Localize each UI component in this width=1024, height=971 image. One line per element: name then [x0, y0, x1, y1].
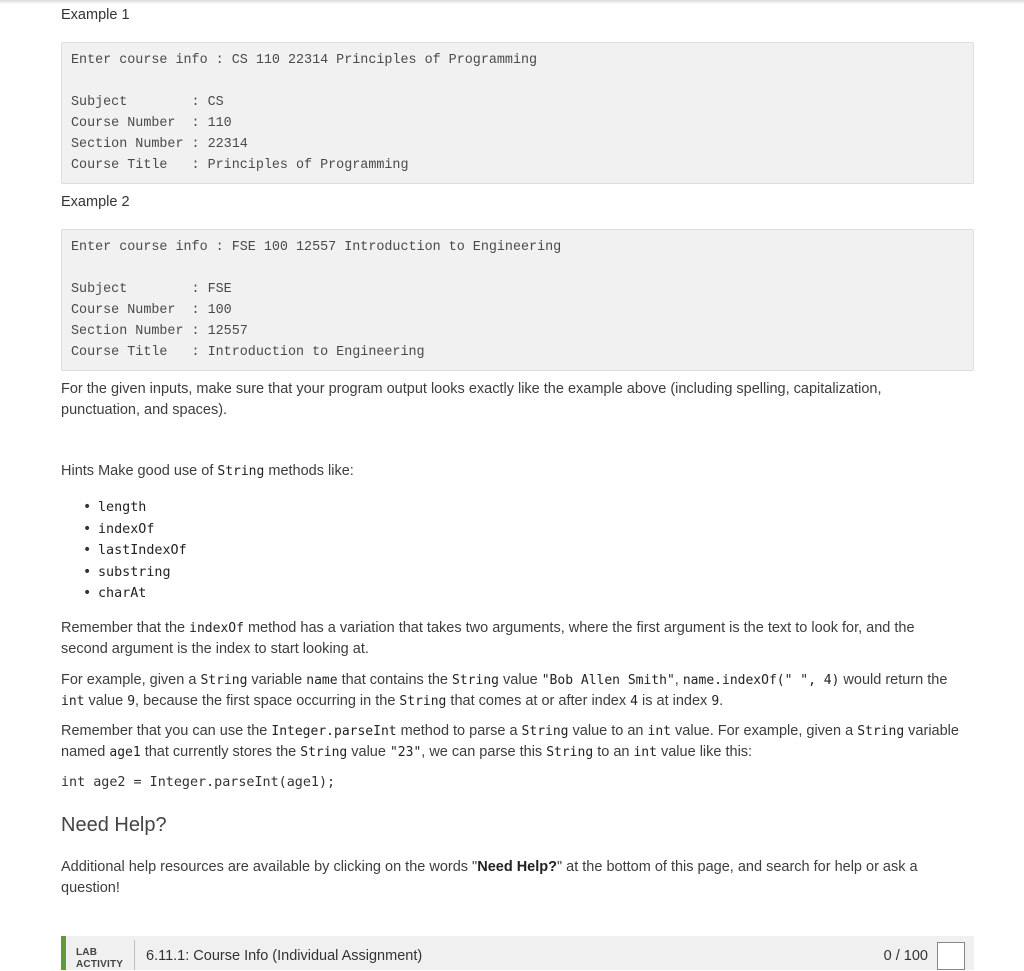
lab-score: 0 / 100 [883, 948, 928, 964]
hints-method-list [61, 497, 187, 605]
code-line: Course Title : Principles of Programming [71, 158, 409, 173]
top-shadow [0, 0, 1024, 4]
indexof-example: For example, given a String variable name that contains the String value "Bob Allen Smith", name.indexOf(" ", 4) would return the int value 9, because the first space occurring in the String that comes at or after index 4 is at index 9. [61, 672, 948, 709]
divider [134, 940, 135, 970]
example-2-code [61, 229, 974, 371]
instructions-text: For the given inputs, make sure that your program output looks exactly like the example above (including spelling, capitalization, punctuation, and spaces). [61, 381, 882, 418]
completion-checkbox[interactable] [937, 942, 965, 970]
code-line: Enter course info : CS 110 22314 Principles of Programming [71, 53, 538, 68]
code-line: Section Number : 22314 [71, 137, 248, 152]
indexof-explanation: Remember that the indexOf method has a variation that takes two arguments, where the first argument is the text to look for, and the second argument is the index to start looking at. [61, 620, 915, 657]
parseint-explanation: Remember that you can use the Integer.parseInt method to parse a String value to an int value. For example, given a String variable named age1 that currently stores the String value "23", we can parse this String to an int value like this: [61, 723, 959, 760]
need-help-text: Additional help resources are available by clicking on the words "Need Help?" at the bottom of this page, and search for help or ask a question! [61, 859, 918, 896]
list-item: • charAt [98, 583, 187, 605]
lab-activity-title: 6.11.1: Course Info (Individual Assignment) [146, 948, 423, 964]
list-item: • indexOf [98, 519, 187, 541]
code-line: Subject : CS [71, 95, 224, 110]
code-line: Enter course info : FSE 100 12557 Introduction to Engineering [71, 240, 562, 255]
list-item: • substring [98, 562, 187, 584]
lab-activity-tag: LAB ACTIVITY [76, 947, 124, 970]
example-1-code [61, 42, 974, 184]
need-help-heading: Need Help? [61, 814, 167, 836]
hints-prefix: Hints [61, 463, 95, 479]
list-item: • lastIndexOf [98, 540, 187, 562]
hints-text: Hints Make good use of String methods like: [61, 463, 354, 479]
code-line: Course Number : 110 [71, 116, 232, 131]
code-line: Section Number : 12557 [71, 324, 248, 339]
code-line: Course Title : Introduction to Engineering [71, 345, 425, 360]
lab-activity-bar[interactable] [61, 936, 974, 970]
code-line: Course Number : 100 [71, 303, 232, 318]
example-2-label: Example 2 [61, 194, 130, 210]
need-help-link-text: Need Help? [477, 859, 557, 875]
example-1-label: Example 1 [61, 7, 130, 23]
list-item: • length [98, 497, 187, 519]
code-line: Subject : FSE [71, 282, 232, 297]
parseint-code: int age2 = Integer.parseInt(age1); [61, 775, 336, 790]
